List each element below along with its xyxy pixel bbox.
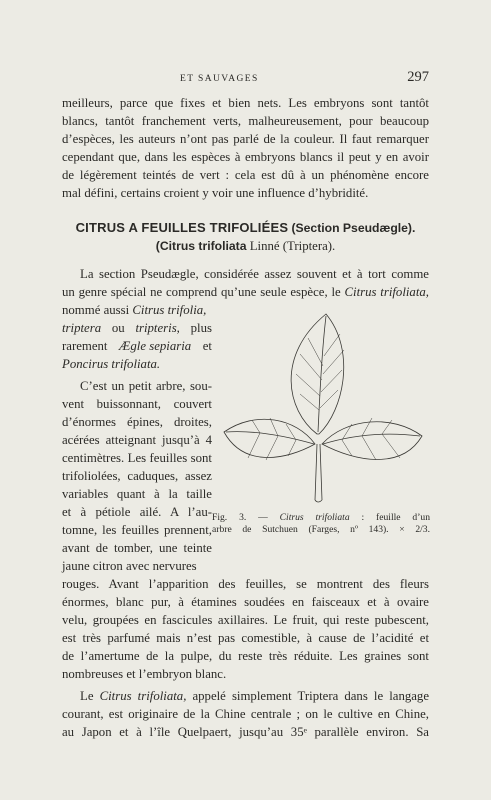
left-midrib [226,432,314,444]
para1-line: La section Pseudægle, considérée assez souvent et à tort comme [80,267,429,281]
para2-line: vent buissonnant, couvert [62,397,212,411]
para2-cont-line: est très parfumé mais n’est pas comestible, à cause de l’acidité et [62,631,429,645]
para2-line: acérées atteignant jusqu’à 4 [62,433,212,447]
para2-line: jaune citron avec nervures [62,559,197,573]
para2-line: et à pétiole ailé. A l’au- [62,505,212,519]
right-midrib [323,434,420,444]
para1-line: un genre spécial ne comprend qu’une seule espèce, le Citrus trifoliata, [62,285,429,299]
para2-line: avant de tomber, une teinte [62,541,212,555]
para2-line: tomne, les feuilles prennent, [62,523,212,537]
section-label: (Section Pseudægle). [291,221,416,235]
right-veins [342,418,400,460]
para3-line: Le Citrus trifoliata, appelé simplement Triptera dans le langage [80,689,429,703]
author-name: Linné (Triptera). [249,239,336,253]
para3-line: courant, est originaire de la Chine centrale ; on le cultive en Chine, [62,707,429,721]
para1-line: Poncirus trifoliata. [62,357,161,371]
intro-line: cependant que, dans les espèces à embryons blancs il peut y en avoir [62,150,429,164]
para3-line: au Japon et à l’île Quelpaert, jusqu’au 35ᵉ parallèle environ. Sa [62,725,429,739]
para2-cont-line: énormes, blanc pur, à étamines soudées en faisceaux et à ovaire [62,595,429,609]
para2-cont-line: de l’amertume de la pulpe, du reste très réduite. Les graines sont [62,649,429,663]
central-leaflet [291,314,344,434]
para2-line: d’énormes épines, droites, [62,415,212,429]
caption-line: Fig. 3. — Citrus trifoliata : feuille d’un [212,512,431,523]
para2-line: C’est un petit arbre, sou- [80,379,212,393]
trifoliate-leaf-illustration [216,310,428,506]
caption-line: arbre de Sutchuen (Farges, nº 143). × 2/3. [212,524,430,535]
section-heading [62,220,429,236]
intro-line: de légèrement teintés de vert : cela est dû à un phénomène encore [62,168,429,182]
page-number: 297 [407,69,429,85]
para1-line: nommé aussi Citrus trifolia, [62,303,207,317]
left-leaflet [224,419,315,457]
section-subheading [62,238,429,254]
para1-line: triptera ou tripteris, plus [62,321,212,335]
intro-line: blancs, tantôt franchement verts, malheureusement, pour beaucoup [62,114,429,128]
left-veins [248,418,296,460]
intro-line: mal défini, certains croient y voir une influence d’hybridité. [62,186,369,200]
intro-line: d’espèces, les auteurs n’ont pas parlé de la couleur. Il faut remarquer [62,132,429,146]
para2-line: trifoliolées, caduques, assez [62,469,212,483]
para2-line: centimètres. Les feuilles sont [62,451,212,465]
central-midrib [318,316,326,432]
para2-cont-line: velu, groupées en fascicules axillaires. Le fruit, qui reste pubescent, [62,613,429,627]
intro-line: meilleurs, parce que fixes et bien nets. Les embryons sont tantôt [62,96,429,110]
winged-petiole [315,444,322,500]
para1-line: rarement Ægle sepiaria et [62,339,212,353]
petiole-base [315,500,322,502]
section-title: CITRUS A FEUILLES TRIFOLIÉES [75,220,289,235]
para2-line: variables quant à la taille [62,487,212,501]
running-head: ET SAUVAGES [180,74,259,84]
figure-caption [212,512,430,536]
para2-cont-line: rouges. Avant l’apparition des feuilles, se montrent des fleurs [62,577,429,591]
page-header [62,66,429,86]
para2-cont-line: nombreuses et l’embryon blanc. [62,667,227,681]
latin-name: (Citrus trifoliata [155,239,247,253]
